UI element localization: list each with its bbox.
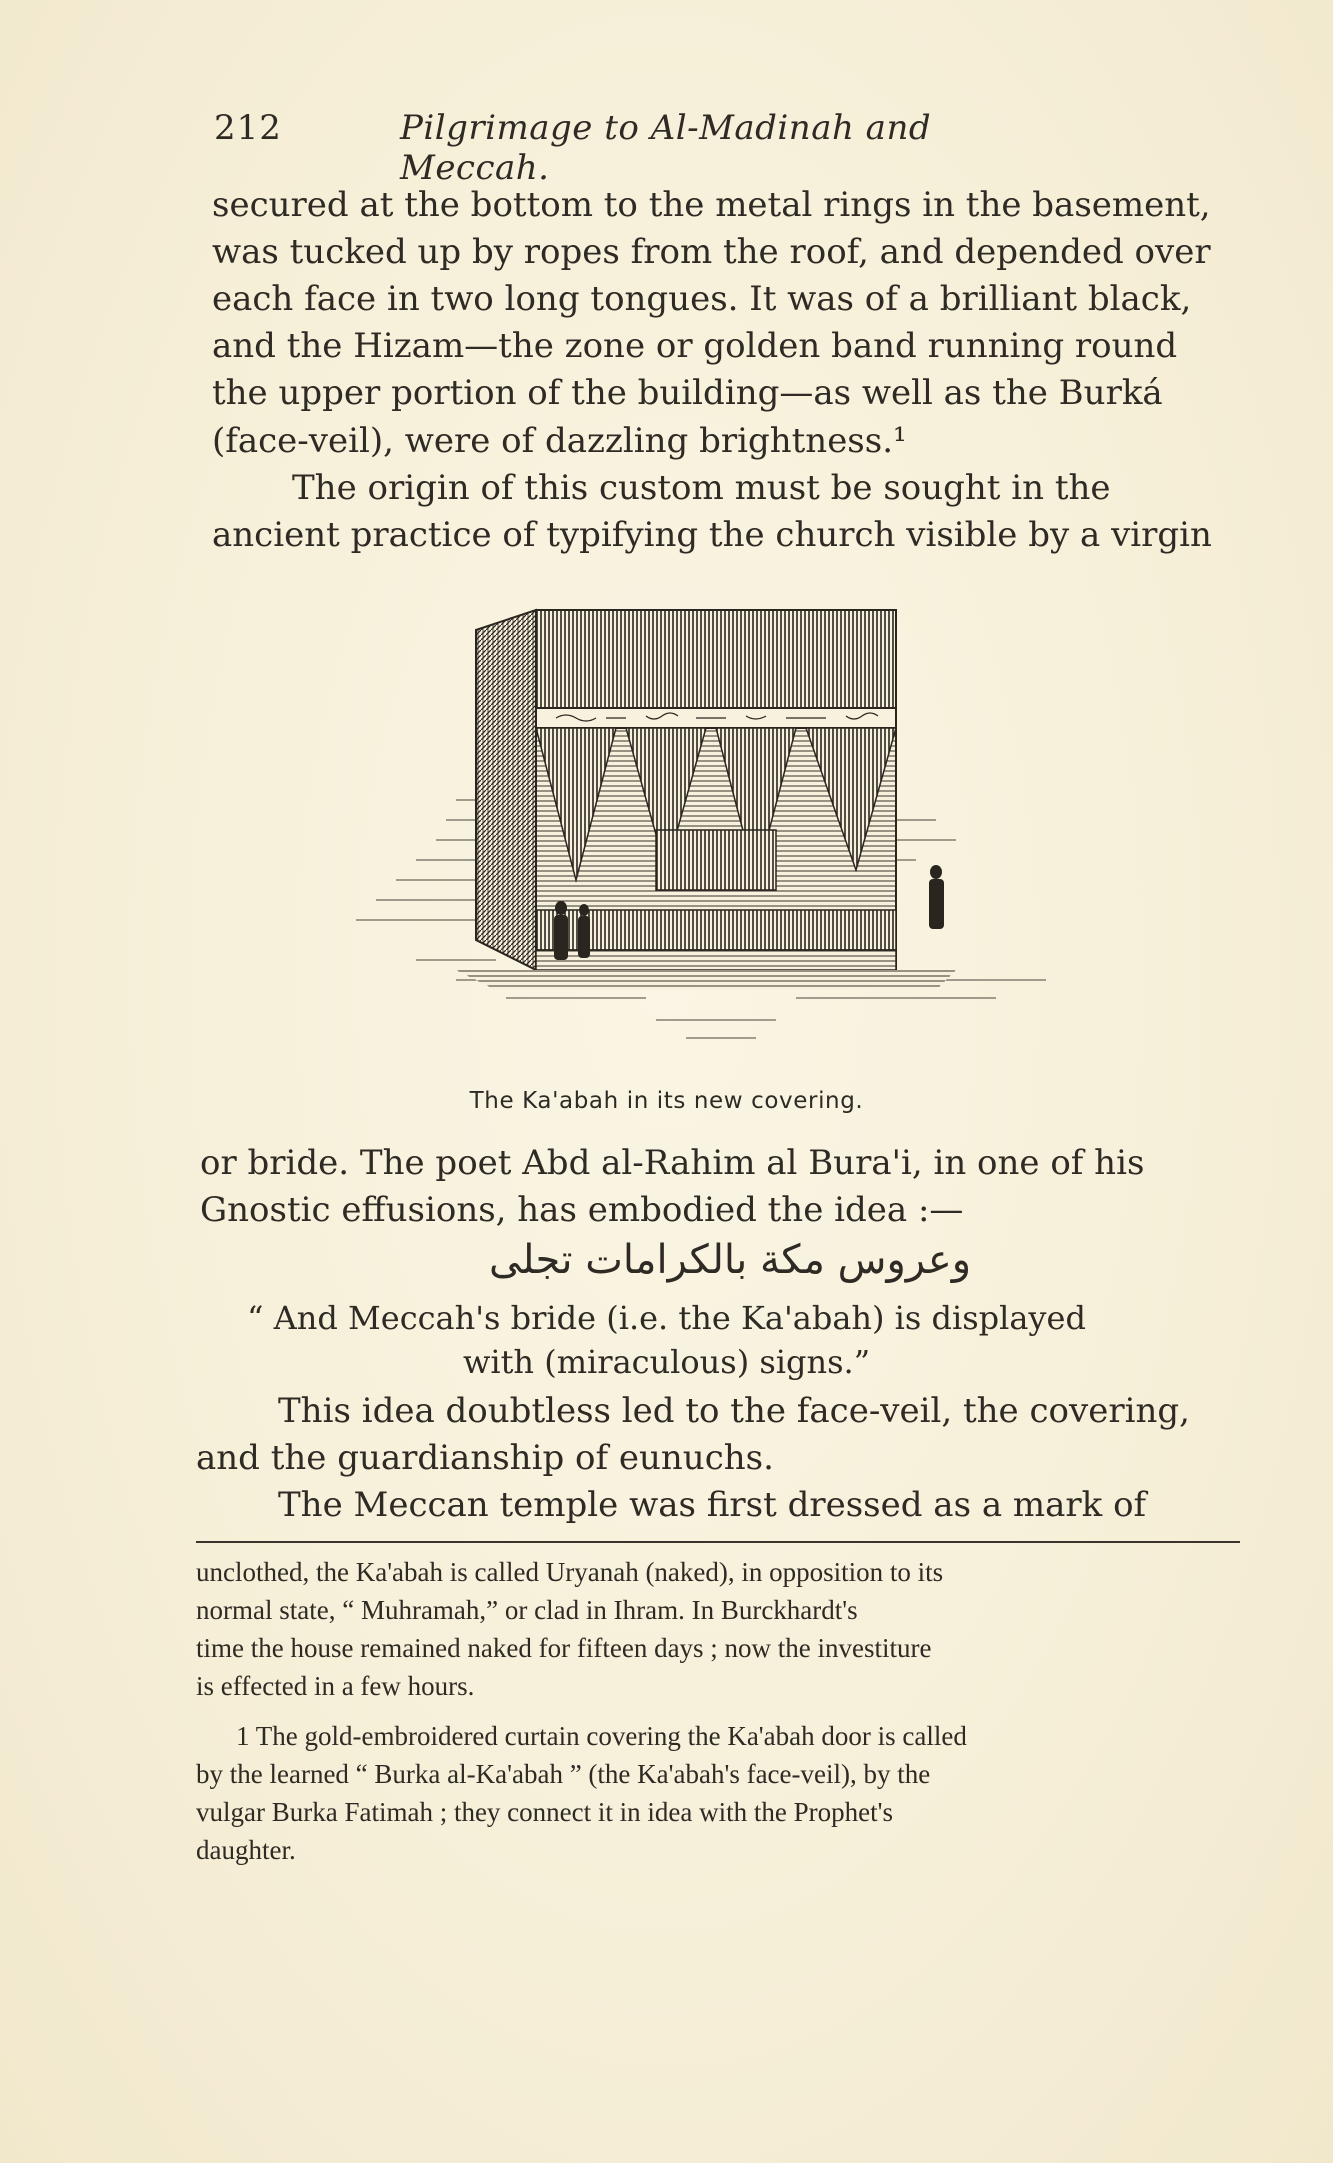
arabic-verse: وعروس مكة بالكرامات تجلى [488,1237,972,1283]
body-line: was tucked up by ropes from the roof, and depended over [212,232,1211,272]
footnote-line: daughter. [196,1835,296,1865]
paragraph-start: The Meccan temple was first dressed as a mark of [278,1485,1147,1525]
kaabah-engraving [356,580,1056,1060]
footnote-rule [196,1541,1240,1543]
body-line: or bride. The poet Abd al-Rahim al Bura'i, in one of his [200,1143,1145,1183]
footnote-line: by the learned “ Burka al-Ka'abah ” (the Ka'abah's face-veil), by the [196,1759,931,1789]
footnote-line: vulgar Burka Fatimah ; they connect it in idea with the Prophet's [196,1797,893,1827]
footnote-line: normal state, “ Muhramah,” or clad in Ihram. In Burckhardt's [196,1595,858,1625]
footnote-1-start: 1 The gold-embroidered curtain covering the Ka'abah door is called [236,1721,967,1751]
paragraph-start: The origin of this custom must be sought in the [292,468,1111,508]
running-title: Pilgrimage to Al-Madinah and Meccah. [400,108,932,188]
verse-translation-line: “ And Meccah's bride (i.e. the Ka'abah) is displayed [247,1299,1086,1337]
body-line: Gnostic effusions, has embodied the idea :— [200,1190,964,1230]
verse-translation-line: with (miraculous) signs.” [462,1343,871,1381]
body-line: and the Hizam—the zone or golden band running round [212,326,1178,366]
body-line: the upper portion of the building—as well as the Burká [212,373,1163,413]
footnote-line: time the house remained naked for fifteen days ; now the investiture [196,1633,932,1663]
figure-caption: The Ka'abah in its new covering. [469,1088,864,1114]
paragraph-start: This idea doubtless led to the face-veil, the covering, [278,1391,1190,1431]
body-line: and the guardianship of eunuchs. [196,1438,774,1478]
body-line: (face-veil), were of dazzling brightness.¹ [212,421,907,461]
body-line: secured at the bottom to the metal rings in the basement, [212,185,1211,225]
body-line: ancient practice of typifying the church visible by a virgin [212,515,1212,555]
page-header [214,108,1084,188]
footnote-line: is effected in a few hours. [196,1671,475,1701]
body-line: each face in two long tongues. It was of a brilliant black, [212,279,1192,319]
footnote-line: unclothed, the Ka'abah is called Uryanah (naked), in opposition to its [196,1557,944,1587]
page-number: 212 [214,108,282,148]
